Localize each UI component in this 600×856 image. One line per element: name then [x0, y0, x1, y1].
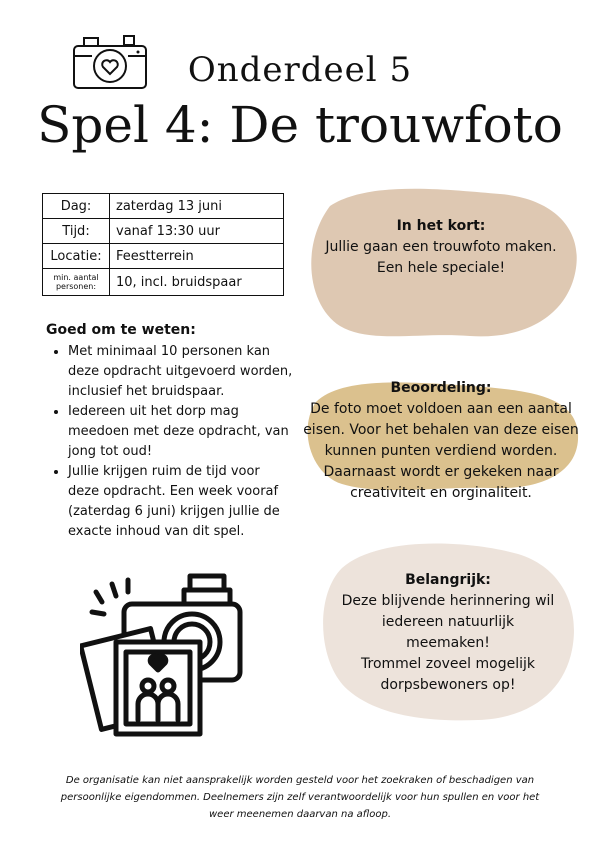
info-key: Tijd: — [43, 219, 110, 244]
assessment-line: kunnen punten verdiend worden. — [324, 443, 558, 459]
info-value: Feestterrein — [110, 244, 284, 269]
good-to-know-section — [44, 322, 294, 542]
list-item: • Jullie krijgen ruim de tijd voor deze opdracht. Een week vooraf (zaterdag 6 juni) krijgen jullie de exacte inhoud van dit spel. — [68, 462, 294, 542]
camera-heart-icon — [70, 32, 150, 92]
footer-line: weer meenemen daarvan na afloop. — [209, 809, 391, 820]
summary-text — [300, 216, 582, 279]
important-line: Trommel zoveel mogelijk — [361, 656, 535, 672]
info-key: Locatie: — [43, 244, 110, 269]
assessment-heading: Beoordeling: — [390, 380, 492, 396]
assessment-text — [300, 378, 582, 504]
info-key: min. aantal personen: — [43, 269, 110, 296]
summary-heading: In het kort: — [396, 218, 486, 234]
footer-disclaimer — [60, 772, 540, 823]
good-to-know-heading: Goed om te weten: — [46, 322, 196, 338]
important-line: iedereen natuurlijk — [381, 614, 515, 630]
info-value: zaterdag 13 juni — [110, 194, 284, 219]
table-row — [43, 244, 284, 269]
table-row — [43, 269, 284, 296]
page-title: Spel 4: De trouwfoto — [37, 96, 563, 154]
list-item: • Met minimaal 10 personen kan deze opdracht uitgevoerd worden, inclusief het bruidspaar. — [68, 342, 294, 402]
camera-photos-icon — [80, 570, 250, 740]
summary-line: Jullie gaan een trouwfoto maken. — [325, 239, 557, 255]
info-table — [42, 193, 284, 296]
good-to-know-list — [44, 342, 294, 542]
summary-line: Een hele speciale! — [376, 260, 506, 276]
important-text — [318, 570, 578, 696]
footer-line: persoonlijke eigendommen. Deelnemers zijn zelf verantwoordelijk voor hun spullen en voor het — [60, 792, 540, 803]
important-line: meemaken! — [406, 635, 490, 651]
assessment-line: Daarnaast wordt er gekeken naar — [323, 464, 559, 480]
assessment-line: creativiteit en orginaliteit. — [350, 485, 532, 501]
assessment-line: De foto moet voldoen aan een aantal — [310, 401, 572, 417]
info-value: 10, incl. bruidspaar — [110, 269, 284, 296]
table-row — [43, 219, 284, 244]
info-key: Dag: — [43, 194, 110, 219]
footer-line: De organisatie kan niet aansprakelijk worden gesteld voor het zoekraken of beschadigen van — [65, 775, 535, 786]
table-row — [43, 194, 284, 219]
important-line: Deze blijvende herinnering wil — [341, 593, 555, 609]
assessment-line: eisen. Voor het behalen van deze eisen — [303, 422, 579, 438]
important-line: dorpsbewoners op! — [380, 677, 516, 693]
important-heading: Belangrijk: — [405, 572, 491, 588]
info-value: vanaf 13:30 uur — [110, 219, 284, 244]
list-item: • Iedereen uit het dorp mag meedoen met deze opdracht, van jong tot oud! — [68, 402, 294, 462]
page-subtitle: Onderdeel 5 — [187, 50, 413, 90]
